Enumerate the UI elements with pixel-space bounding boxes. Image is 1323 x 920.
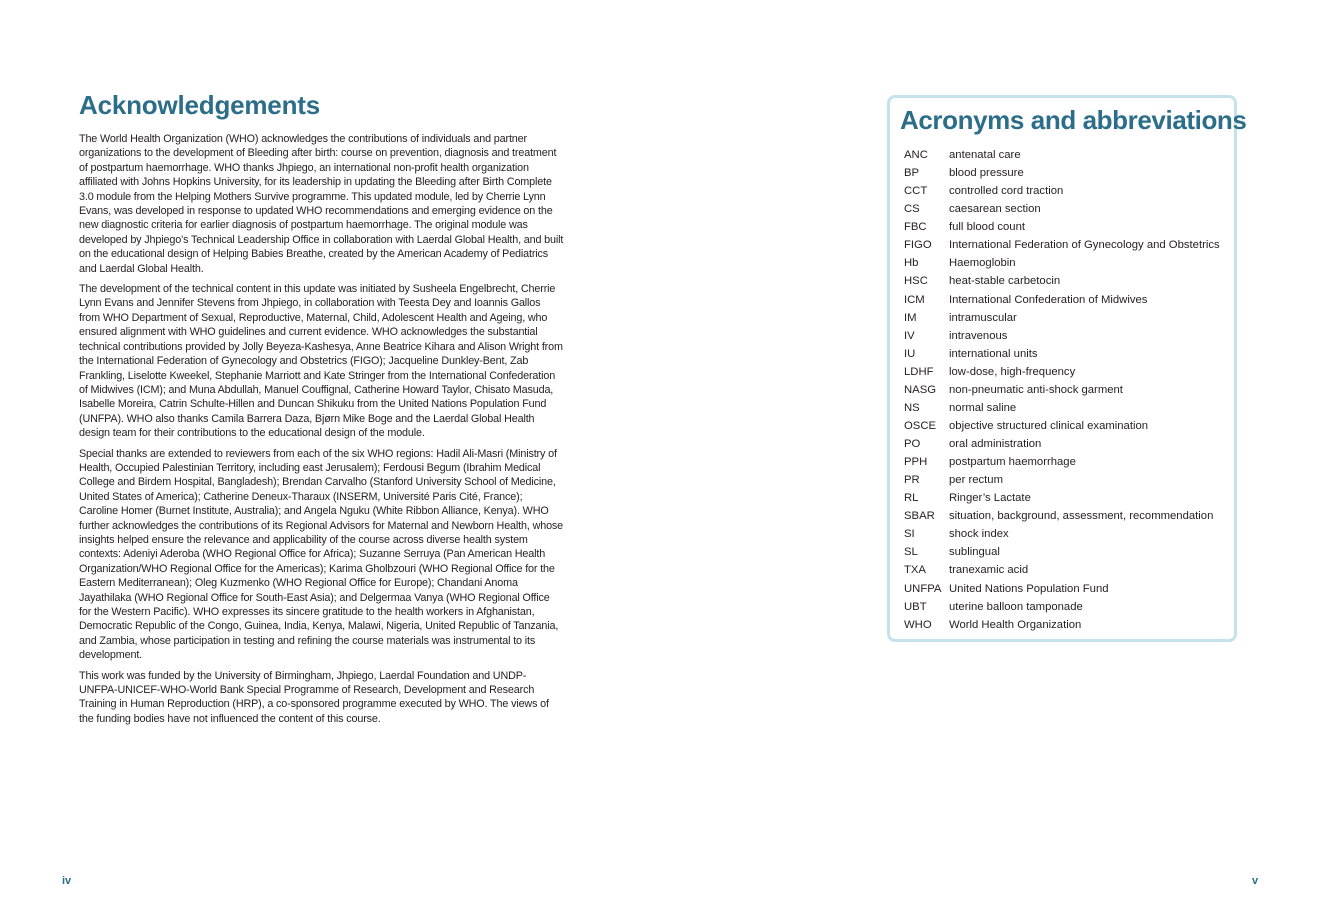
abbreviation-definition: non-pneumatic anti-shock garment: [949, 383, 1123, 396]
acknowledgements-paragraph: The World Health Organization (WHO) acknowledges the contributions of individuals and partner organizations to the development of Bleeding after birth: course on prevention, diagnosis and treatment of postpartum haemorrhage. WHO thanks Jhpiego, an international non-profit health organization affiliated with Johns Hopkins University, for its leadership in updating the Bleeding after Birth Complete 3.0 module from the Helping Mothers Survive programme. This updated module, led by Cherrie Lynn Evans, was developed in response to updated WHO recommendations and emerging evidence on the new diagnostic criteria for earlier diagnosis of postpartum haemorrhage. The original module was developed by Jhpiego’s Technical Leadership Office in collaboration with Laerdal Global Health, and built on the educational design of Helping Babies Breathe, created by the American Academy of Pediatrics and Laerdal Global Health.: [79, 133, 564, 275]
abbreviation-definition: full blood count: [949, 221, 1025, 234]
abbreviation-code: IM: [904, 311, 917, 324]
abbreviations-title: Acronyms and abbreviations: [900, 105, 1247, 135]
abbreviation-code: PR: [904, 474, 920, 487]
abbreviation-definition: sublingual: [949, 546, 1000, 559]
abbreviation-row: [904, 182, 1220, 200]
abbreviation-row: [904, 236, 1220, 254]
abbreviation-definition: intravenous: [949, 329, 1008, 342]
abbreviation-code: SI: [904, 528, 915, 541]
abbreviation-definition: per rectum: [949, 474, 1003, 487]
abbreviation-row: [904, 598, 1220, 616]
abbreviation-code: SL: [904, 546, 918, 559]
abbreviation-definition: postpartum haemorrhage: [949, 456, 1076, 469]
abbreviation-row: [904, 272, 1220, 290]
abbreviation-definition: Haemoglobin: [949, 257, 1016, 270]
abbreviation-definition: antenatal care: [949, 149, 1021, 162]
abbreviation-definition: Ringer’s Lactate: [949, 492, 1031, 505]
abbreviation-definition: United Nations Population Fund: [949, 582, 1109, 595]
abbreviation-code: Hb: [904, 257, 919, 270]
abbreviations-list: [904, 146, 1220, 634]
abbreviations-box: [887, 95, 1247, 642]
abbreviation-code: SBAR: [904, 510, 935, 523]
page-number-left: iv: [62, 875, 72, 887]
abbreviation-row: [904, 291, 1220, 309]
abbreviation-row: [904, 146, 1220, 164]
abbreviation-code: FIGO: [904, 239, 932, 252]
abbreviation-definition: international units: [949, 347, 1038, 360]
abbreviation-code: ICM: [904, 293, 925, 306]
abbreviation-definition: International Confederation of Midwives: [949, 293, 1148, 306]
abbreviation-definition: blood pressure: [949, 167, 1024, 180]
abbreviation-definition: tranexamic acid: [949, 564, 1029, 577]
abbreviation-code: UBT: [904, 600, 927, 613]
abbreviation-definition: normal saline: [949, 401, 1017, 414]
abbreviation-code: IU: [904, 347, 916, 360]
acknowledgements-title: Acknowledgements: [79, 90, 320, 120]
acknowledgements-paragraph: This work was funded by the University of Birmingham, Jhpiego, Laerdal Foundation and UNDP-UNFPA-UNICEF-WHO-World Bank Special Programme of Research, Development and Research Training in Human Reproduction (HRP), a co-sponsored programme executed by WHO. The views of the funding bodies have not influenced the content of this course.: [79, 669, 549, 725]
abbreviation-row: [904, 164, 1220, 182]
abbreviation-row: [904, 580, 1220, 598]
abbreviation-code: HSC: [904, 275, 928, 288]
abbreviation-code: BP: [904, 167, 920, 180]
abbreviation-code: OSCE: [904, 419, 937, 432]
abbreviation-definition: controlled cord traction: [949, 185, 1064, 198]
abbreviation-row: [904, 525, 1220, 543]
abbreviation-code: IV: [904, 329, 915, 342]
abbreviation-row: [904, 507, 1220, 525]
abbreviation-row: [904, 616, 1220, 634]
page-number-right: v: [1252, 875, 1259, 887]
abbreviation-row: [904, 254, 1220, 272]
abbreviation-definition: uterine balloon tamponade: [949, 600, 1083, 613]
abbreviation-row: [904, 417, 1220, 435]
abbreviation-definition: objective structured clinical examination: [949, 419, 1149, 432]
abbreviation-row: [904, 345, 1220, 363]
abbreviation-row: [904, 471, 1220, 489]
abbreviation-row: [904, 327, 1220, 345]
abbreviation-row: [904, 399, 1220, 417]
abbreviation-definition: intramuscular: [949, 311, 1017, 324]
abbreviation-code: RL: [904, 492, 919, 505]
abbreviation-code: UNFPA: [904, 582, 942, 595]
abbreviation-row: [904, 381, 1220, 399]
abbreviation-code: PPH: [904, 456, 928, 469]
abbreviation-row: [904, 453, 1220, 471]
abbreviation-code: CCT: [904, 185, 928, 198]
abbreviation-row: [904, 363, 1220, 381]
abbreviation-code: PO: [904, 438, 921, 451]
abbreviation-row: [904, 218, 1220, 236]
abbreviation-definition: caesarean section: [949, 203, 1041, 216]
abbreviation-row: [904, 561, 1220, 579]
abbreviation-code: TXA: [904, 564, 926, 577]
abbreviation-definition: low-dose, high-frequency: [949, 365, 1076, 378]
abbreviation-code: WHO: [904, 618, 932, 631]
acknowledgements-paragraph: The development of the technical content in this update was initiated by Susheela Engelbrecht, Cherrie Lynn Evans and Jennifer Stevens from Jhpiego, in collaboration with Teesta Dey and Ioannis Gallos from WHO Department of Sexual, Reproductive, Maternal, Child, Adolescent Health and Ageing, who ensured alignment with WHO guidelines and current evidence. WHO acknowledges the substantial technical contributions provided by Jolly Beyeza-Kashesya, Anne Beatrice Kihara and Alison Wright from the International Federation of Gynecology and Obstetrics (FIGO); Jacqueline Dunkley-Bent, Zab Frankling, Liselotte Kweekel, Stephanie Marriott and Kate Stringer from the International Confederation of Midwives (ICM); and Muna Abdullah, Manuel Couffignal, Catherine Howard Taylor, Chisato Masuda, Isabelle Moreira, Catrin Schulte-Hillen and Duncan Shikuku from the United Nations Population Fund (UNFPA). WHO also thanks Camila Barrera Daza, Bjørn Mike Boge and the Laerdal Global Health design team for their contributions to the educational design of the module.: [79, 283, 563, 440]
abbreviation-definition: heat-stable carbetocin: [949, 275, 1061, 288]
abbreviation-code: ANC: [904, 149, 928, 162]
abbreviation-definition: International Federation of Gynecology and Obstetrics: [949, 239, 1220, 252]
abbreviation-definition: situation, background, assessment, recommendation: [949, 510, 1214, 523]
abbreviation-definition: World Health Organization: [949, 618, 1082, 631]
abbreviation-code: NS: [904, 401, 920, 414]
abbreviation-row: [904, 200, 1220, 218]
abbreviation-code: CS: [904, 203, 920, 216]
abbreviation-row: [904, 309, 1220, 327]
abbreviation-code: FBC: [904, 221, 927, 234]
abbreviation-row: [904, 543, 1220, 561]
acknowledgements-section: [79, 88, 564, 732]
abbreviation-definition: shock index: [949, 528, 1009, 541]
abbreviation-code: NASG: [904, 383, 937, 396]
abbreviation-row: [904, 489, 1220, 507]
abbreviation-row: [904, 435, 1220, 453]
abbreviation-definition: oral administration: [949, 438, 1042, 451]
abbreviation-code: LDHF: [904, 365, 934, 378]
acknowledgements-paragraph: Special thanks are extended to reviewers from each of the six WHO regions: Hadil Ali-Masri (Ministry of Health, Occupied Palestinian Territory, including east Jerusalem); Ferdousi Begum (Ibrahim Medical College and Birdem Hospital, Bangladesh); Brendan Carvalho (Stanford University School of Medicine, United States of America); Catherine Deneux-Tharaux (INSERM, Université Paris Cité, France); Caroline Homer (Burnet Institute, Australia); and Angela Nguku (White Ribbon Alliance, Kenya). WHO further acknowledges the contributions of its Regional Advisors for Maternal and Newborn Health, whose insights helped ensure the relevance and applicability of the course across diverse health system contexts: Adeniyi Aderoba (WHO Regional Office for Africa); Suzanne Serruya (Pan American Health Organization/WHO Regional Office for the Americas); Karima Gholbzouri (WHO Regional Office for the Eastern Mediterranean); Oleg Kuzmenko (WHO Regional Office for Europe); Chandani Anoma Jayathilaka (WHO Regional Office for South-East Asia); and Delgermaa Vanya (WHO Regional Office for the Western Pacific). WHO expresses its sincere gratitude to the health workers in Afghanistan, Democratic Republic of the Congo, Guinea, India, Kenya, Malawi, Nigeria, United Republic of Tanzania, and Zambia, whose participation in testing and refining the course materials was instrumental to its development.: [79, 447, 564, 662]
